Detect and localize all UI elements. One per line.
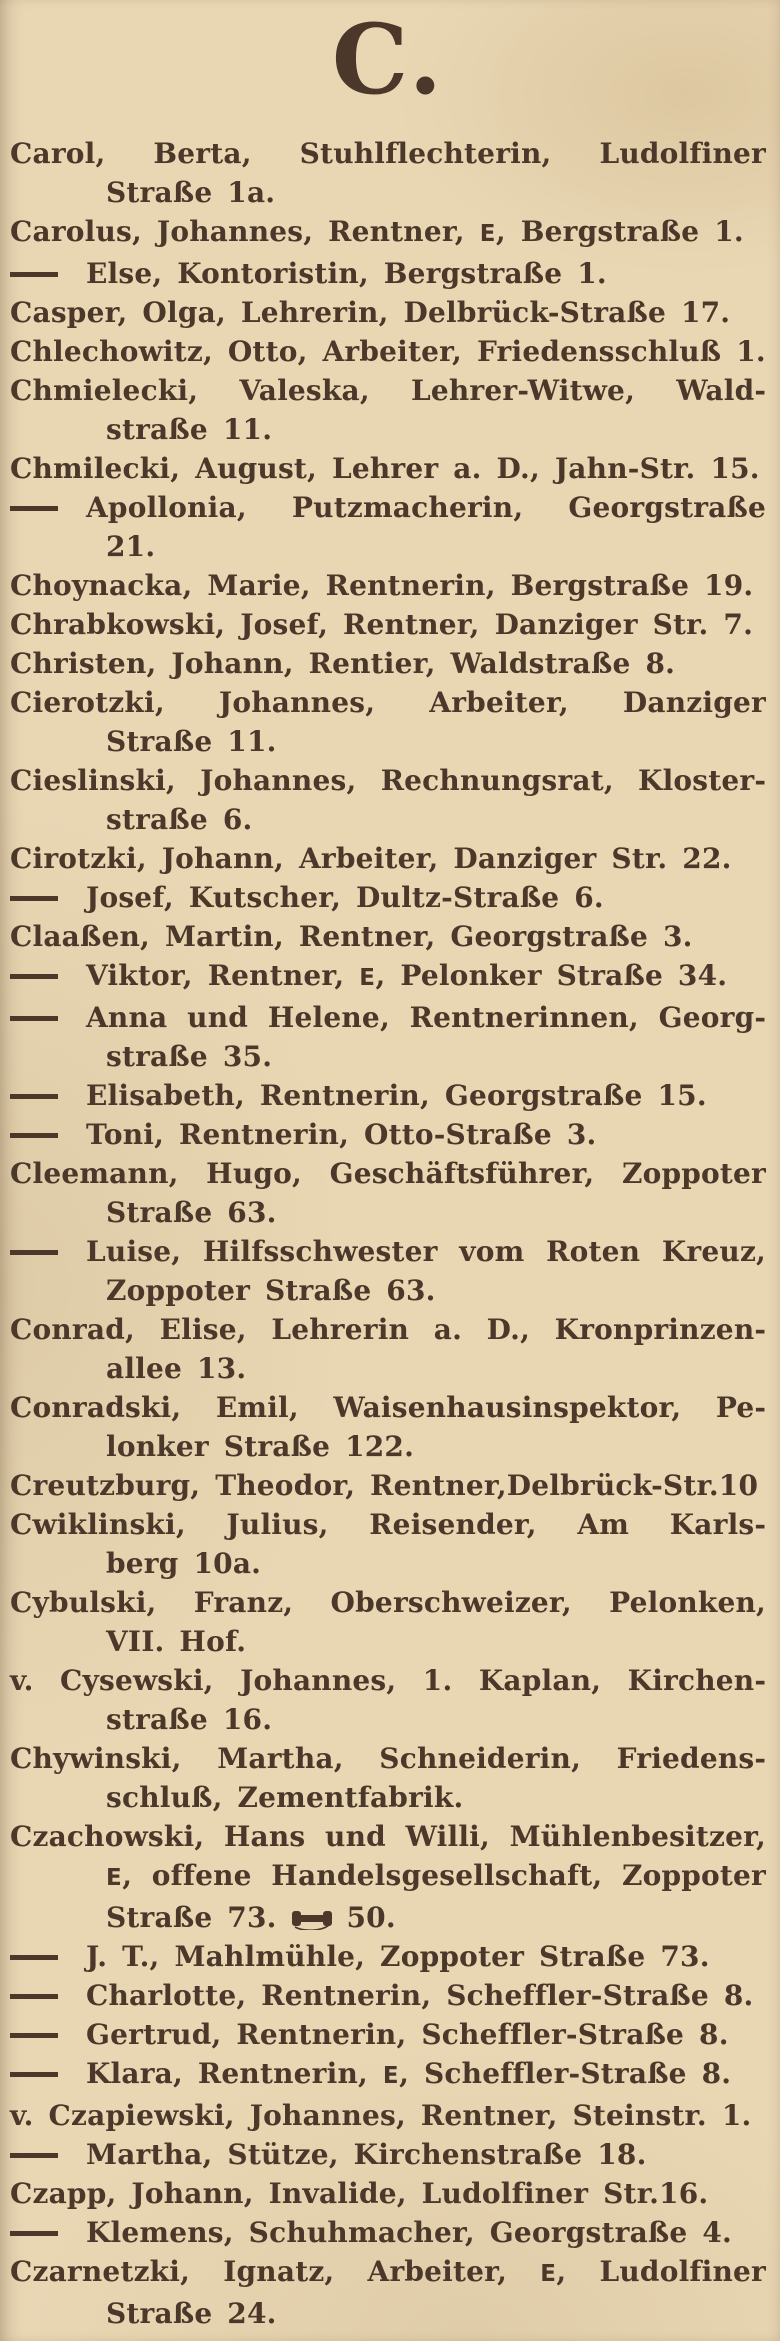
directory-entry (10, 488, 766, 566)
directory-entry (10, 1583, 766, 1661)
entry-text: Chmielecki, Valeska, Lehrer-Witwe, Waldstraße 11. (10, 374, 766, 446)
directory-entry (10, 1976, 766, 2015)
entry-text: Czapp, Johann, Invalide, Ludolfiner Str.16. (10, 2177, 709, 2210)
ditto-dash (10, 272, 58, 277)
directory-entry (10, 878, 766, 917)
directory-entry (10, 761, 766, 839)
ditto-dash (10, 506, 58, 511)
owner-mark: E (106, 1865, 123, 1891)
directory-entry (10, 2174, 766, 2213)
owner-mark: E (359, 965, 376, 991)
entry-text: Conradski, Emil, Waisenhausinspektor, Pelonker Straße 122. (10, 1391, 766, 1463)
ditto-dash (10, 1094, 58, 1099)
directory-entry (10, 917, 766, 956)
entry-list (10, 134, 766, 2333)
entry-text: Apollonia, Putzmacherin, Georgstraße 21. (86, 491, 766, 563)
ditto-dash (10, 1016, 58, 1021)
directory-entry (10, 1232, 766, 1310)
directory-entry (10, 449, 766, 488)
directory-entry (10, 1154, 766, 1232)
entry-text: , Pelonker Straße 34. (375, 959, 728, 992)
directory-entry (10, 1076, 766, 1115)
entry-text: Chmilecki, August, Lehrer a. D., Jahn-Str. 15. (10, 452, 760, 485)
directory-entry (10, 956, 766, 998)
directory-entry (10, 2096, 766, 2135)
entry-text: Czachowski, Hans und Willi, Mühlenbesitzer, (10, 1820, 766, 1853)
owner-mark: E (382, 2063, 400, 2089)
directory-entry (10, 1937, 766, 1976)
directory-entry (10, 1739, 766, 1817)
entry-text: Casper, Olga, Lehrerin, Delbrück-Straße 17. (10, 296, 731, 329)
entry-text: Gertrud, Rentnerin, Scheffler-Straße 8. (86, 2018, 729, 2051)
ditto-dash (10, 1133, 58, 1138)
entry-text: Cierotzki, Johannes, Arbeiter, Danziger Straße 11. (10, 686, 766, 758)
directory-entry (10, 371, 766, 449)
ditto-dash (10, 896, 58, 901)
entry-text: Josef, Kutscher, Dultz-Straße 6. (86, 881, 604, 914)
entry-text: Anna und Helene, Rentnerinnen, Georgstraße 35. (86, 1001, 766, 1073)
directory-entry (10, 2015, 766, 2054)
directory-entry (10, 2054, 766, 2096)
entry-text: Christen, Johann, Rentier, Waldstraße 8. (10, 647, 676, 680)
entry-text: J. T., Mahlmühle, Zoppoter Straße 73. (86, 1940, 710, 1973)
entry-text: v. Czapiewski, Johannes, Rentner, Steinstr. 1. (10, 2099, 752, 2132)
entry-text: Choynacka, Marie, Rentnerin, Bergstraße 19. (10, 569, 754, 602)
ditto-dash (10, 1994, 58, 1999)
directory-entry (10, 605, 766, 644)
directory-entry (10, 1661, 766, 1739)
directory-entry (10, 1817, 766, 1937)
directory-entry (10, 254, 766, 293)
directory-entry (10, 566, 766, 605)
entry-text: 50. (331, 1901, 396, 1934)
ditto-dash (10, 1955, 58, 1960)
entry-text: , Ludolfiner Straße 24. (106, 2255, 767, 2330)
entry-text: Creutzburg, Theodor, Rentner,Delbrück-Str.10 (10, 1469, 759, 1502)
directory-entry (10, 1505, 766, 1583)
directory-entry (10, 644, 766, 683)
entry-text: Claaßen, Martin, Rentner, Georgstraße 3. (10, 920, 693, 953)
entry-text: Martha, Stütze, Kirchenstraße 18. (86, 2138, 647, 2171)
ditto-dash (10, 2072, 58, 2077)
entry-text: Chywinski, Martha, Schneiderin, Friedensschluß, Zementfabrik. (10, 1742, 766, 1814)
ditto-dash (10, 2231, 58, 2236)
directory-entry (10, 1310, 766, 1388)
entry-text: Klemens, Schuhmacher, Georgstraße 4. (86, 2216, 732, 2249)
directory-entry (10, 998, 766, 1076)
directory-entry (10, 332, 766, 371)
entry-text: Conrad, Elise, Lehrerin a. D., Kronprinzenallee 13. (10, 1313, 766, 1385)
telephone-receiver-icon (292, 1901, 332, 1934)
entry-text: Cirotzki, Johann, Arbeiter, Danziger Str. 22. (10, 842, 732, 875)
entry-text: , offene Handelsgesellschaft, Zoppoter Straße 73. (106, 1859, 766, 1934)
entry-text: Chlechowitz, Otto, Arbeiter, Friedensschluß 1. (10, 335, 766, 368)
directory-entry (10, 2135, 766, 2174)
entry-text: Else, Kontoristin, Bergstraße 1. (86, 257, 607, 290)
entry-text: Toni, Rentnerin, Otto-Straße 3. (86, 1118, 597, 1151)
directory-entry (10, 134, 766, 212)
directory-entry (10, 2213, 766, 2252)
entry-text: v. Cysewski, Johannes, 1. Kaplan, Kirchenstraße 16. (10, 1664, 766, 1736)
directory-entry (10, 293, 766, 332)
directory-entry (10, 683, 766, 761)
section-letter-heading: C. (331, 3, 445, 116)
directory-entry (10, 2252, 766, 2333)
ditto-dash (10, 2153, 58, 2158)
ditto-dash (10, 974, 58, 979)
entry-text: Chrabkowski, Josef, Rentner, Danziger Str. 7. (10, 608, 754, 641)
ditto-dash (10, 1250, 58, 1255)
directory-entry (10, 1388, 766, 1466)
entry-text: , Bergstraße 1. (495, 215, 744, 248)
ditto-dash (10, 2033, 58, 2038)
entry-text: Luise, Hilfsschwester vom Roten Kreuz, Zoppoter Straße 63. (86, 1235, 766, 1307)
entry-text: Carolus, Johannes, Rentner, (10, 215, 480, 248)
entry-text: Carol, Berta, Stuhlflechterin, Ludolfiner Straße 1a. (10, 137, 766, 209)
entry-text: Cybulski, Franz, Oberschweizer, Pelonken, VII. Hof. (10, 1586, 766, 1658)
entry-text: Czarnetzki, Ignatz, Arbeiter, (10, 2255, 541, 2288)
directory-entry (10, 212, 766, 254)
entry-text: Klara, Rentnerin, (86, 2057, 383, 2090)
entry-text: , Scheffler-Straße 8. (399, 2057, 732, 2090)
entry-text: Charlotte, Rentnerin, Scheffler-Straße 8. (86, 1979, 754, 2012)
directory-entry (10, 1466, 766, 1505)
directory-entry (10, 839, 766, 878)
entry-text: Cwiklinski, Julius, Reisender, Am Karlsberg 10a. (10, 1508, 766, 1580)
entry-text: Cleemann, Hugo, Geschäftsführer, Zoppoter Straße 63. (10, 1157, 766, 1229)
directory-entry (10, 1115, 766, 1154)
entry-text: Elisabeth, Rentnerin, Georgstraße 15. (86, 1079, 707, 1112)
entry-text: Viktor, Rentner, (86, 959, 360, 992)
owner-mark: E (540, 2261, 557, 2287)
owner-mark: E (479, 221, 496, 247)
entry-text: Cieslinski, Johannes, Rechnungsrat, Klosterstraße 6. (10, 764, 766, 836)
